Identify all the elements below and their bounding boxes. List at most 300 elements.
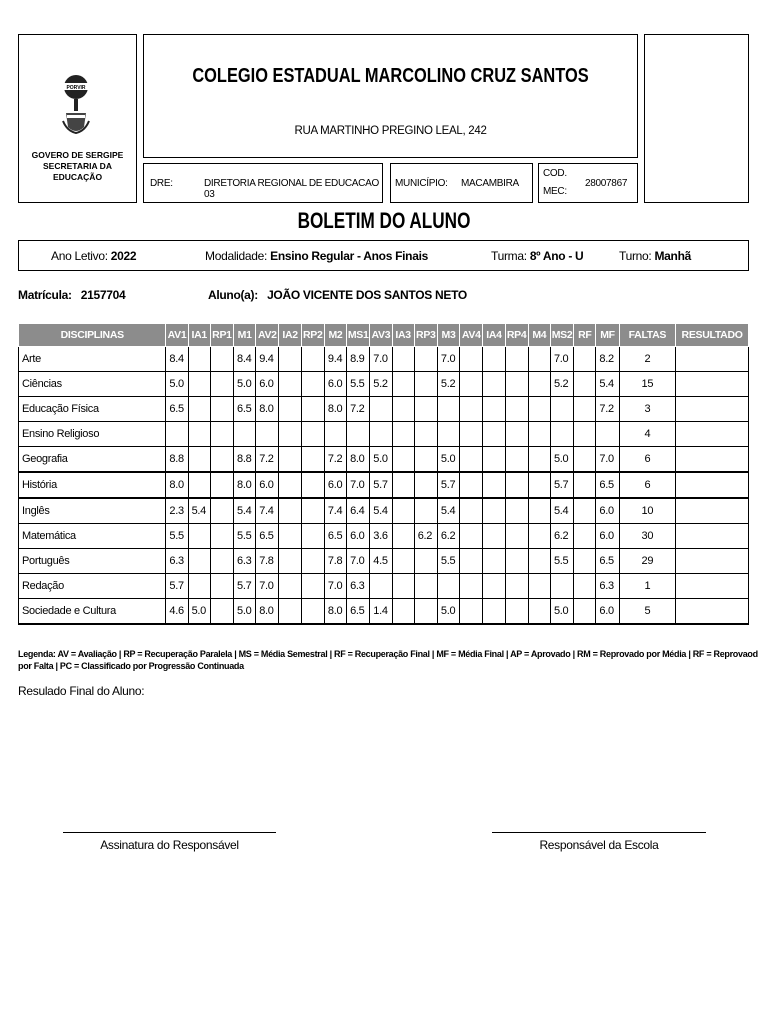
emblem-text: PORVIR <box>66 85 86 91</box>
grade-cell: 6.5 <box>234 397 256 422</box>
secretariat-name: SECRETARIA DA EDUCAÇÃO <box>43 161 112 182</box>
grade-cell <box>188 549 210 574</box>
grade-cell <box>370 397 392 422</box>
grade-cell <box>279 447 301 473</box>
ano-letivo-label: Ano Letivo: <box>51 249 108 263</box>
grade-cell: 4 <box>619 422 676 447</box>
grade-cell: 5.4 <box>370 498 392 524</box>
column-header: RF <box>574 324 596 347</box>
grade-cell <box>370 422 392 447</box>
cod-mec-value: 28007867 <box>585 178 628 189</box>
grade-cell <box>414 347 437 372</box>
grade-cell <box>676 347 749 372</box>
grade-cell: 1 <box>619 574 676 599</box>
grade-cell: 6.0 <box>324 472 346 498</box>
grade-cell: 6.3 <box>234 549 256 574</box>
grade-cell: 6.4 <box>347 498 370 524</box>
grade-cell <box>505 524 528 549</box>
grade-cell <box>505 397 528 422</box>
grade-cell <box>460 422 483 447</box>
grade-cell <box>460 347 483 372</box>
grade-cell: 5.4 <box>234 498 256 524</box>
grade-cell <box>460 574 483 599</box>
grade-cell: 5.4 <box>437 498 459 524</box>
grade-cell: 8.8 <box>234 447 256 473</box>
final-result-label: Resulado Final do Aluno: <box>18 684 145 698</box>
table-row <box>19 574 749 599</box>
table-row <box>19 372 749 397</box>
table-row <box>19 347 749 372</box>
grade-cell <box>414 472 437 498</box>
grade-cell <box>210 397 233 422</box>
subject-cell: História <box>19 472 166 498</box>
grade-cell: 6.3 <box>166 549 188 574</box>
grade-cell <box>210 498 233 524</box>
grade-cell <box>505 347 528 372</box>
grade-cell: 2.3 <box>166 498 188 524</box>
grades-table <box>18 323 749 625</box>
grade-cell: 6.2 <box>550 524 573 549</box>
grade-cell: 5.4 <box>188 498 210 524</box>
grade-cell: 6.0 <box>596 599 619 625</box>
grade-cell <box>460 372 483 397</box>
grade-cell: 5.0 <box>234 599 256 625</box>
school-header <box>143 34 638 158</box>
grade-cell: 4.5 <box>370 549 392 574</box>
grade-cell: 6.0 <box>256 472 279 498</box>
column-header: M2 <box>324 324 346 347</box>
grade-cell <box>676 372 749 397</box>
subject-cell: Matemática <box>19 524 166 549</box>
grade-cell: 7.2 <box>324 447 346 473</box>
subject-cell: Inglês <box>19 498 166 524</box>
grade-cell <box>414 447 437 473</box>
grade-cell <box>676 397 749 422</box>
column-header: AV1 <box>166 324 188 347</box>
column-header: MS1 <box>347 324 370 347</box>
grade-cell <box>483 372 505 397</box>
school-signature-line <box>492 832 706 833</box>
grade-cell <box>460 447 483 473</box>
grade-cell <box>483 472 505 498</box>
grade-cell: 6.0 <box>256 372 279 397</box>
subject-cell: Arte <box>19 347 166 372</box>
grade-cell <box>460 472 483 498</box>
grade-cell <box>392 549 414 574</box>
column-header: IA4 <box>483 324 505 347</box>
grade-cell: 6.5 <box>324 524 346 549</box>
table-row <box>19 447 749 473</box>
grade-cell <box>188 422 210 447</box>
column-header: AV2 <box>256 324 279 347</box>
column-header: M4 <box>528 324 550 347</box>
grade-cell <box>505 422 528 447</box>
grade-cell <box>210 574 233 599</box>
grade-cell: 6 <box>619 472 676 498</box>
grade-cell <box>392 447 414 473</box>
grade-cell: 7.2 <box>596 397 619 422</box>
grade-cell <box>301 599 324 625</box>
grade-cell <box>483 422 505 447</box>
grade-cell: 2 <box>619 347 676 372</box>
grade-cell <box>392 372 414 397</box>
grade-cell <box>210 347 233 372</box>
grade-cell: 5.0 <box>234 372 256 397</box>
grade-cell: 5.5 <box>347 372 370 397</box>
dre-box <box>143 163 383 203</box>
column-header: MS2 <box>550 324 573 347</box>
grade-cell <box>574 472 596 498</box>
grade-cell <box>347 422 370 447</box>
column-header: RP2 <box>301 324 324 347</box>
turma-label: Turma: <box>491 249 527 263</box>
grade-cell <box>483 599 505 625</box>
grade-cell <box>256 422 279 447</box>
table-body <box>19 347 749 625</box>
grade-cell <box>483 447 505 473</box>
grade-cell <box>210 599 233 625</box>
column-header: DISCIPLINAS <box>19 324 166 347</box>
guardian-signature-line <box>63 832 276 833</box>
grade-cell: 8.2 <box>596 347 619 372</box>
grade-cell: 6.0 <box>596 498 619 524</box>
grade-cell <box>279 372 301 397</box>
grade-cell <box>188 447 210 473</box>
grade-cell <box>574 498 596 524</box>
subject-cell: Ciências <box>19 372 166 397</box>
matricula-value: 2157704 <box>80 288 126 302</box>
grade-cell: 8.0 <box>324 397 346 422</box>
grade-cell <box>414 574 437 599</box>
grade-cell: 5.0 <box>550 599 573 625</box>
school-address: RUA MARTINHO PREGINO LEAL, 242 <box>294 125 487 137</box>
government-text <box>19 150 136 183</box>
grade-cell <box>483 549 505 574</box>
grade-cell: 5.7 <box>550 472 573 498</box>
grade-cell: 5.7 <box>370 472 392 498</box>
grade-cell: 29 <box>619 549 676 574</box>
grade-cell: 5.5 <box>166 524 188 549</box>
grade-cell <box>370 574 392 599</box>
grade-cell <box>574 549 596 574</box>
grade-cell <box>460 397 483 422</box>
grade-cell <box>676 549 749 574</box>
column-header: RP1 <box>210 324 233 347</box>
grade-cell: 6.3 <box>347 574 370 599</box>
guardian-signature-label: Assinatura do Responsável <box>100 838 239 852</box>
grade-cell <box>188 524 210 549</box>
grade-cell <box>574 574 596 599</box>
grade-cell <box>437 397 459 422</box>
modalidade-value: Ensino Regular - Anos Finais <box>270 249 428 263</box>
grade-cell: 7.8 <box>256 549 279 574</box>
table-header-row <box>19 324 749 347</box>
grade-cell <box>324 422 346 447</box>
grade-cell: 7.2 <box>256 447 279 473</box>
grade-cell <box>550 574 573 599</box>
ano-letivo <box>51 249 136 263</box>
grade-cell <box>483 524 505 549</box>
grade-cell: 10 <box>619 498 676 524</box>
grade-cell <box>301 472 324 498</box>
grade-cell <box>279 422 301 447</box>
grade-cell: 7.2 <box>347 397 370 422</box>
grade-cell: 1.4 <box>370 599 392 625</box>
grade-cell <box>574 524 596 549</box>
cod-label: COD. <box>543 168 567 179</box>
matricula-label: Matrícula: <box>18 288 72 302</box>
grade-cell <box>505 498 528 524</box>
grade-cell: 5.7 <box>166 574 188 599</box>
column-header: RP3 <box>414 324 437 347</box>
column-header: M3 <box>437 324 459 347</box>
grade-cell <box>392 347 414 372</box>
grade-cell <box>505 372 528 397</box>
table-row <box>19 498 749 524</box>
grade-cell: 8.0 <box>347 447 370 473</box>
turno-label: Turno: <box>619 249 652 263</box>
grade-cell: 8.0 <box>234 472 256 498</box>
grade-cell <box>279 472 301 498</box>
grade-cell <box>483 498 505 524</box>
info-bar <box>18 240 749 271</box>
grade-cell <box>505 472 528 498</box>
grade-cell: 8.0 <box>256 599 279 625</box>
grade-cell <box>279 549 301 574</box>
grade-cell: 5.5 <box>437 549 459 574</box>
grade-cell <box>528 498 550 524</box>
grade-cell: 4.6 <box>166 599 188 625</box>
grade-cell: 7.0 <box>370 347 392 372</box>
grade-cell <box>528 524 550 549</box>
grade-cell <box>188 397 210 422</box>
grade-cell <box>392 498 414 524</box>
grade-cell <box>505 549 528 574</box>
matricula <box>18 288 125 302</box>
grade-cell <box>528 472 550 498</box>
grade-cell: 5.5 <box>234 524 256 549</box>
grade-cell <box>550 397 573 422</box>
grade-cell <box>392 397 414 422</box>
grade-cell <box>188 472 210 498</box>
grade-cell: 6.5 <box>347 599 370 625</box>
grade-cell: 7.0 <box>256 574 279 599</box>
grade-cell <box>460 549 483 574</box>
grade-cell <box>301 447 324 473</box>
grade-cell: 5.7 <box>437 472 459 498</box>
grade-cell <box>301 347 324 372</box>
grade-cell <box>166 422 188 447</box>
grade-cell: 5.4 <box>550 498 573 524</box>
grade-cell: 8.9 <box>347 347 370 372</box>
grade-cell: 9.4 <box>256 347 279 372</box>
municipio-value: MACAMBIRA <box>461 178 519 189</box>
grade-cell: 30 <box>619 524 676 549</box>
turno-value: Manhã <box>654 249 691 263</box>
turma <box>491 249 583 263</box>
aluno-label: Aluno(a): <box>208 288 258 302</box>
turma-value: 8º Ano - U <box>529 249 584 263</box>
grade-cell: 6.0 <box>324 372 346 397</box>
state-coat-of-arms-icon <box>61 65 91 145</box>
column-header: IA1 <box>188 324 210 347</box>
grade-cell <box>279 599 301 625</box>
grade-cell <box>392 422 414 447</box>
aluno <box>208 288 467 302</box>
mec-label: MEC: <box>543 186 567 197</box>
grade-cell: 6 <box>619 447 676 473</box>
grade-cell <box>676 524 749 549</box>
grade-cell <box>301 372 324 397</box>
grade-cell <box>210 447 233 473</box>
grade-cell: 6.2 <box>437 524 459 549</box>
dre-label: DRE: <box>150 178 173 189</box>
grade-cell: 7.0 <box>437 347 459 372</box>
bulletin-title: BOLETIM DO ALUNO <box>297 208 471 233</box>
grade-cell <box>234 422 256 447</box>
column-header: FALTAS <box>619 324 676 347</box>
grade-cell <box>676 447 749 473</box>
school-signature-label: Responsável da Escola <box>539 838 659 852</box>
grade-cell: 8.0 <box>256 397 279 422</box>
grade-cell <box>414 549 437 574</box>
grade-cell <box>596 422 619 447</box>
grade-cell <box>301 498 324 524</box>
ano-letivo-value: 2022 <box>110 249 137 263</box>
grade-cell: 5.7 <box>234 574 256 599</box>
grade-cell <box>676 472 749 498</box>
grade-cell <box>676 422 749 447</box>
grade-cell: 7.0 <box>347 549 370 574</box>
grade-cell: 6.5 <box>166 397 188 422</box>
subject-cell: Sociedade e Cultura <box>19 599 166 625</box>
grade-cell <box>528 549 550 574</box>
grade-cell <box>210 524 233 549</box>
grade-cell <box>676 574 749 599</box>
grade-cell <box>676 599 749 625</box>
municipio-label: MUNICÍPIO: <box>395 178 448 189</box>
column-header: RESULTADO <box>676 324 749 347</box>
grade-cell: 6.0 <box>596 524 619 549</box>
grade-cell <box>414 397 437 422</box>
table-row <box>19 549 749 574</box>
grade-cell <box>505 447 528 473</box>
grade-cell <box>483 397 505 422</box>
grade-cell <box>279 498 301 524</box>
grade-cell: 6.2 <box>414 524 437 549</box>
grade-cell <box>528 372 550 397</box>
grade-cell <box>392 524 414 549</box>
grade-cell: 7.4 <box>256 498 279 524</box>
subject-cell: Português <box>19 549 166 574</box>
grade-cell <box>279 397 301 422</box>
table-row <box>19 422 749 447</box>
subject-cell: Educação Física <box>19 397 166 422</box>
grade-cell <box>460 498 483 524</box>
grade-cell: 6.0 <box>347 524 370 549</box>
grade-cell <box>528 447 550 473</box>
column-header: IA3 <box>392 324 414 347</box>
government-name: GOVERO DE SERGIPE <box>31 150 124 160</box>
modalidade <box>205 249 428 263</box>
grade-cell <box>188 574 210 599</box>
grade-cell: 5 <box>619 599 676 625</box>
grade-cell: 7.4 <box>324 498 346 524</box>
grade-cell <box>574 372 596 397</box>
grade-cell: 6.3 <box>596 574 619 599</box>
grade-cell <box>483 347 505 372</box>
aluno-value: JOÃO VICENTE DOS SANTOS NETO <box>267 288 467 302</box>
grade-cell <box>414 498 437 524</box>
grade-cell: 5.0 <box>437 447 459 473</box>
grade-cell: 5.2 <box>550 372 573 397</box>
logo-box <box>18 34 137 203</box>
table-row <box>19 599 749 625</box>
grade-cell <box>528 599 550 625</box>
grade-cell: 3.6 <box>370 524 392 549</box>
grade-cell <box>528 397 550 422</box>
grade-cell: 6.5 <box>256 524 279 549</box>
grade-cell <box>550 422 573 447</box>
grade-cell: 15 <box>619 372 676 397</box>
grade-cell <box>392 599 414 625</box>
grade-cell <box>505 574 528 599</box>
grade-cell <box>279 347 301 372</box>
grade-cell <box>188 347 210 372</box>
grade-cell: 6.5 <box>596 549 619 574</box>
grade-cell <box>676 498 749 524</box>
grade-cell: 8.8 <box>166 447 188 473</box>
school-name: COLEGIO ESTADUAL MARCOLINO CRUZ SANTOS <box>192 65 589 87</box>
grade-cell: 5.0 <box>166 372 188 397</box>
grade-cell: 5.0 <box>188 599 210 625</box>
grade-cell: 7.8 <box>324 549 346 574</box>
column-header: MF <box>596 324 619 347</box>
municipio-box <box>390 163 533 203</box>
table-row <box>19 397 749 422</box>
grade-cell: 5.5 <box>550 549 573 574</box>
grade-cell <box>574 422 596 447</box>
grade-cell <box>301 524 324 549</box>
grade-cell <box>210 372 233 397</box>
grade-cell <box>437 422 459 447</box>
grade-cell <box>437 574 459 599</box>
column-header: RP4 <box>505 324 528 347</box>
subject-cell: Redação <box>19 574 166 599</box>
column-header: AV4 <box>460 324 483 347</box>
grade-cell: 8.0 <box>166 472 188 498</box>
grade-cell <box>574 599 596 625</box>
grade-cell: 5.2 <box>437 372 459 397</box>
grade-cell <box>392 574 414 599</box>
grade-cell: 8.0 <box>324 599 346 625</box>
grade-cell <box>210 422 233 447</box>
grade-cell: 6.5 <box>596 472 619 498</box>
grade-cell <box>301 397 324 422</box>
grade-cell <box>574 447 596 473</box>
grade-cell: 5.0 <box>437 599 459 625</box>
cod-mec-box <box>538 163 638 203</box>
grade-cell <box>414 372 437 397</box>
grade-cell <box>460 524 483 549</box>
grade-cell: 7.0 <box>596 447 619 473</box>
subject-cell: Ensino Religioso <box>19 422 166 447</box>
grade-cell: 5.0 <box>370 447 392 473</box>
grade-cell <box>414 422 437 447</box>
grade-cell <box>210 472 233 498</box>
grade-cell <box>392 472 414 498</box>
grade-cell: 9.4 <box>324 347 346 372</box>
